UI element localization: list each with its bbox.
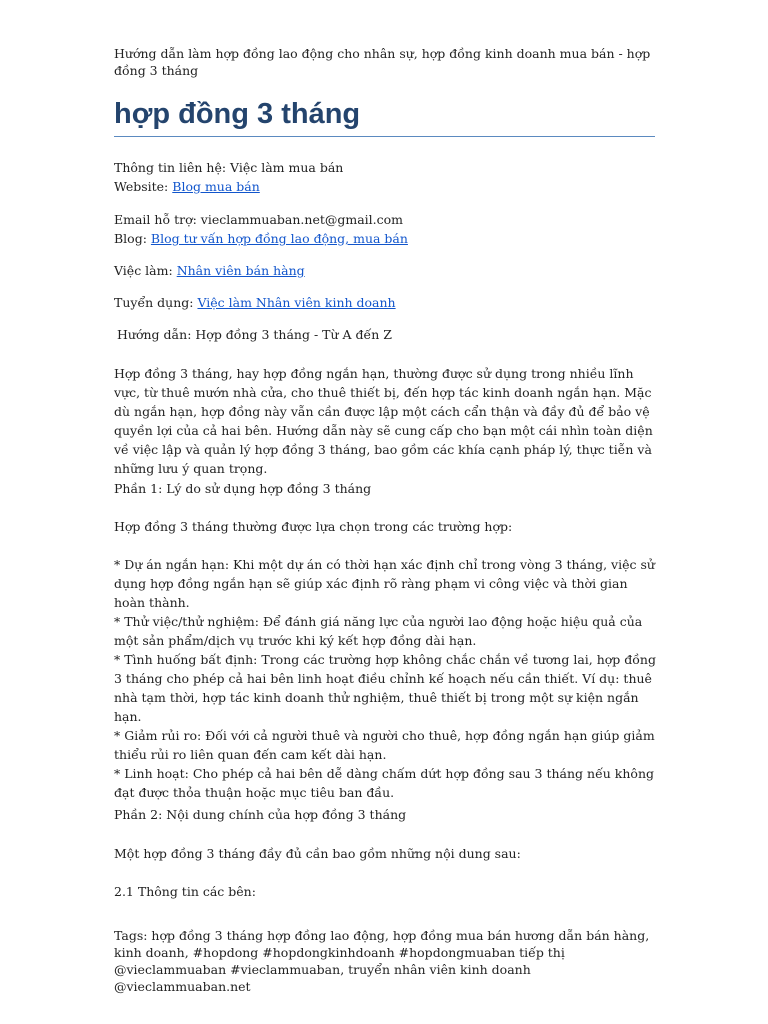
recruit-line (114, 293, 659, 312)
job-label: Việc làm: (114, 263, 173, 278)
part1-lead: Hợp đồng 3 tháng thường được lựa chọn trong các trường hợp: (114, 519, 513, 534)
recruit-link[interactable]: Việc làm Nhân viên kinh doanh (197, 295, 396, 310)
part2-lead: Một hợp đồng 3 tháng đầy đủ cần bao gồm những nội dung sau: (114, 846, 521, 861)
job-line (114, 261, 659, 280)
website-link[interactable]: Blog mua bán (172, 179, 260, 194)
list-item: * Dự án ngắn hạn: Khi một dự án có thời hạn xác định chỉ trong vòng 3 tháng, việc sử dụng hợp đồng ngắn hạn sẽ giúp xác định rõ ràng phạm vi công việc và thời gian hoàn thành. (114, 557, 655, 610)
email-line (114, 210, 659, 229)
contact-info-block (114, 158, 659, 196)
contact-label: Thông tin liên hệ: (114, 160, 227, 175)
contact-line (114, 158, 659, 177)
email-label: Email hỗ trợ: (114, 212, 197, 227)
tags-footer: Tags: hợp đồng 3 tháng hợp đồng lao động, hợp đồng mua bán hương dẫn bán hàng, kinh doanh, #hopdong #hopdongkinhdoanh #hopdongmuaban tiếp thị @vieclammuaban #vieclammuaban, truyển nhân viên kinh doanh @vieclammuaban.net (114, 928, 650, 994)
intro-paragraph: Hợp đồng 3 tháng, hay hợp đồng ngắn hạn, thường được sử dụng trong nhiều lĩnh vực, từ thuê mướn nhà cửa, cho thuê thiết bị, đến hợp tác kinh doanh ngắn hạn. Mặc dù ngắn hạn, hợp đồng này vẫn cần được lập một cách cẩn thận và đầy đủ để bảo vệ quyền lợi của cả hai bên. Hướng dẫn này sẽ cung cấp cho bạn một cái nhìn toàn diện về việc lập và quản lý hợp đồng 3 tháng, bao gồm các khía cạnh pháp lý, thực tiễn và những lưu ý quan trọng. (114, 366, 653, 476)
part2-heading: Phần 2: Nội dung chính của hợp đồng 3 tháng (114, 807, 407, 822)
blog-link[interactable]: Blog tư vấn hợp đồng lao động, mua bán (150, 231, 408, 246)
document-subtitle: Hướng dẫn làm hợp đồng lao động cho nhân sự, hợp đồng kinh doanh mua bán - hợp đồng 3 tháng (114, 46, 651, 78)
list-item: * Tình huống bất định: Trong các trường hợp không chắc chắn về tương lai, hợp đồng 3 tháng cho phép cả hai bên linh hoạt điều chỉnh kế hoạch nếu cần thiết. Ví dụ: thuê nhà tạm thời, hợp tác kinh doanh thử nghiệm, thuê thiết bị trong một sự kiện ngắn hạn. (114, 652, 656, 724)
contact-value: Việc làm mua bán (230, 160, 344, 175)
website-label: Website: (114, 179, 169, 194)
email-value: vieclammuaban.net@gmail.com (200, 212, 404, 227)
section-2-1-heading: 2.1 Thông tin các bên: (114, 884, 256, 899)
list-item: * Thử việc/thử nghiệm: Để đánh giá năng lực của người lao động hoặc hiệu quả của một sản phẩm/dịch vụ trước khi ký kết hợp đồng dài hạn. (114, 614, 643, 648)
blog-label: Blog: (114, 231, 147, 246)
list-item: * Giảm rủi ro: Đối với cả người thuê và người cho thuê, hợp đồng ngắn hạn giúp giảm thiểu rủi ro liên quan đến cam kết dài hạn. (114, 728, 655, 762)
website-line (114, 177, 659, 196)
blog-line (114, 229, 659, 248)
guide-line: Hướng dẫn: Hợp đồng 3 tháng - Từ A đến Z (117, 327, 392, 342)
part1-heading: Phần 1: Lý do sử dụng hợp đồng 3 tháng (114, 481, 372, 496)
list-item: * Linh hoạt: Cho phép cả hai bên dễ dàng chấm dứt hợp đồng sau 3 tháng nếu không đạt được thỏa thuận hoặc mục tiêu ban đầu. (114, 766, 654, 800)
job-link[interactable]: Nhân viên bán hàng (176, 263, 305, 278)
page-title: hợp đồng 3 tháng (114, 92, 655, 137)
recruit-label: Tuyển dụng: (114, 295, 194, 310)
reasons-list (114, 555, 659, 802)
email-block (114, 210, 659, 248)
